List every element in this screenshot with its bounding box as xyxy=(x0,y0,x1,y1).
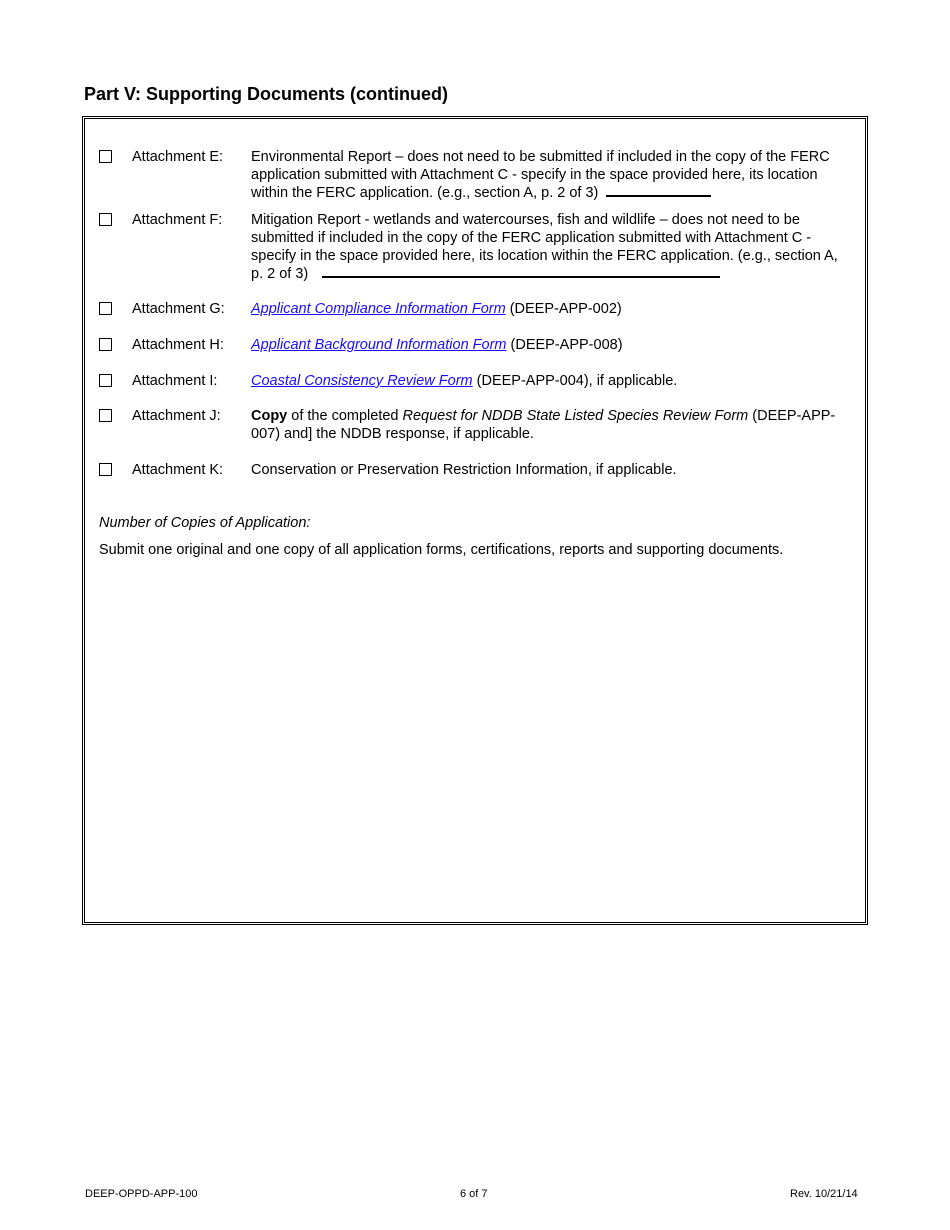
attachment-j-suffix: (DEEP-APP-007) and] the NDDB response, if applicable. xyxy=(251,408,836,442)
attachment-e-description xyxy=(251,148,851,202)
nddb-request-form-title: Request for NDDB State Listed Species Review Form xyxy=(402,408,749,424)
attachment-g-suffix: (DEEP-APP-002) xyxy=(505,301,622,317)
form-id: DEEP-OPPD-APP-100 xyxy=(85,1188,198,1200)
revision-date: Rev. 10/21/14 xyxy=(790,1188,858,1200)
attachment-i-checkbox[interactable] xyxy=(99,374,112,387)
attachment-f-text: Mitigation Report - wetlands and watercourses, fish and wildlife – does not need to be submitted if included in the copy of the FERC application submitted with Attachment C - specify in the space provided here, its location within the FERC application. (e.g., section A, p. 2 of 3) xyxy=(251,212,838,282)
attachment-e-label: Attachment E: xyxy=(132,149,224,165)
supporting-documents-box xyxy=(82,116,868,925)
attachment-k-checkbox[interactable] xyxy=(99,463,112,476)
attachment-j-bold: Copy xyxy=(251,408,288,424)
attachment-i-label: Attachment I: xyxy=(132,373,218,389)
attachment-h-checkbox[interactable] xyxy=(99,338,112,351)
attachment-g-checkbox[interactable] xyxy=(99,302,112,315)
attachment-f-description xyxy=(251,211,851,283)
attachment-f-checkbox[interactable] xyxy=(99,213,112,226)
attachment-i-suffix: (DEEP-APP-004), if applicable. xyxy=(472,373,678,389)
attachment-j-mid: of the completed xyxy=(287,408,403,424)
attachment-k-description: Conservation or Preservation Restriction Information, if applicable. xyxy=(251,462,677,478)
attachment-j-description xyxy=(251,407,851,443)
attachment-h-suffix: (DEEP-APP-008) xyxy=(506,337,623,353)
attachment-j-checkbox[interactable] xyxy=(99,409,112,422)
attachment-f-label: Attachment F: xyxy=(132,212,223,228)
background-form-link[interactable]: Applicant Background Information Form xyxy=(251,337,507,353)
attachment-g-label: Attachment G: xyxy=(132,301,225,317)
attachment-h-description xyxy=(251,336,851,354)
attachment-g-description xyxy=(251,300,851,318)
part-title: Part V: Supporting Documents (continued) xyxy=(84,84,448,104)
attachment-i-description xyxy=(251,372,851,390)
compliance-form-link[interactable]: Applicant Compliance Information Form xyxy=(251,301,506,317)
copies-instructions: Submit one original and one copy of all application forms, certifications, reports and supporting documents. xyxy=(99,542,784,558)
attachment-e-checkbox[interactable] xyxy=(99,150,112,163)
coastal-review-form-link[interactable]: Coastal Consistency Review Form xyxy=(251,373,473,389)
copies-heading: Number of Copies of Application: xyxy=(99,515,311,531)
attachment-f-location-field[interactable] xyxy=(322,266,720,278)
attachment-h-label: Attachment H: xyxy=(132,337,224,353)
page-number: 6 of 7 xyxy=(460,1188,488,1200)
attachment-e-text: Environmental Report – does not need to be submitted if included in the copy of the FERC application submitted with Attachment C - specify in the space provided here, its location within the FERC application. (e.g., section A, p. 2 of 3) xyxy=(251,149,830,201)
attachment-j-label: Attachment J: xyxy=(132,408,221,424)
attachment-k-label: Attachment K: xyxy=(132,462,224,478)
attachment-e-location-field[interactable] xyxy=(606,185,711,197)
